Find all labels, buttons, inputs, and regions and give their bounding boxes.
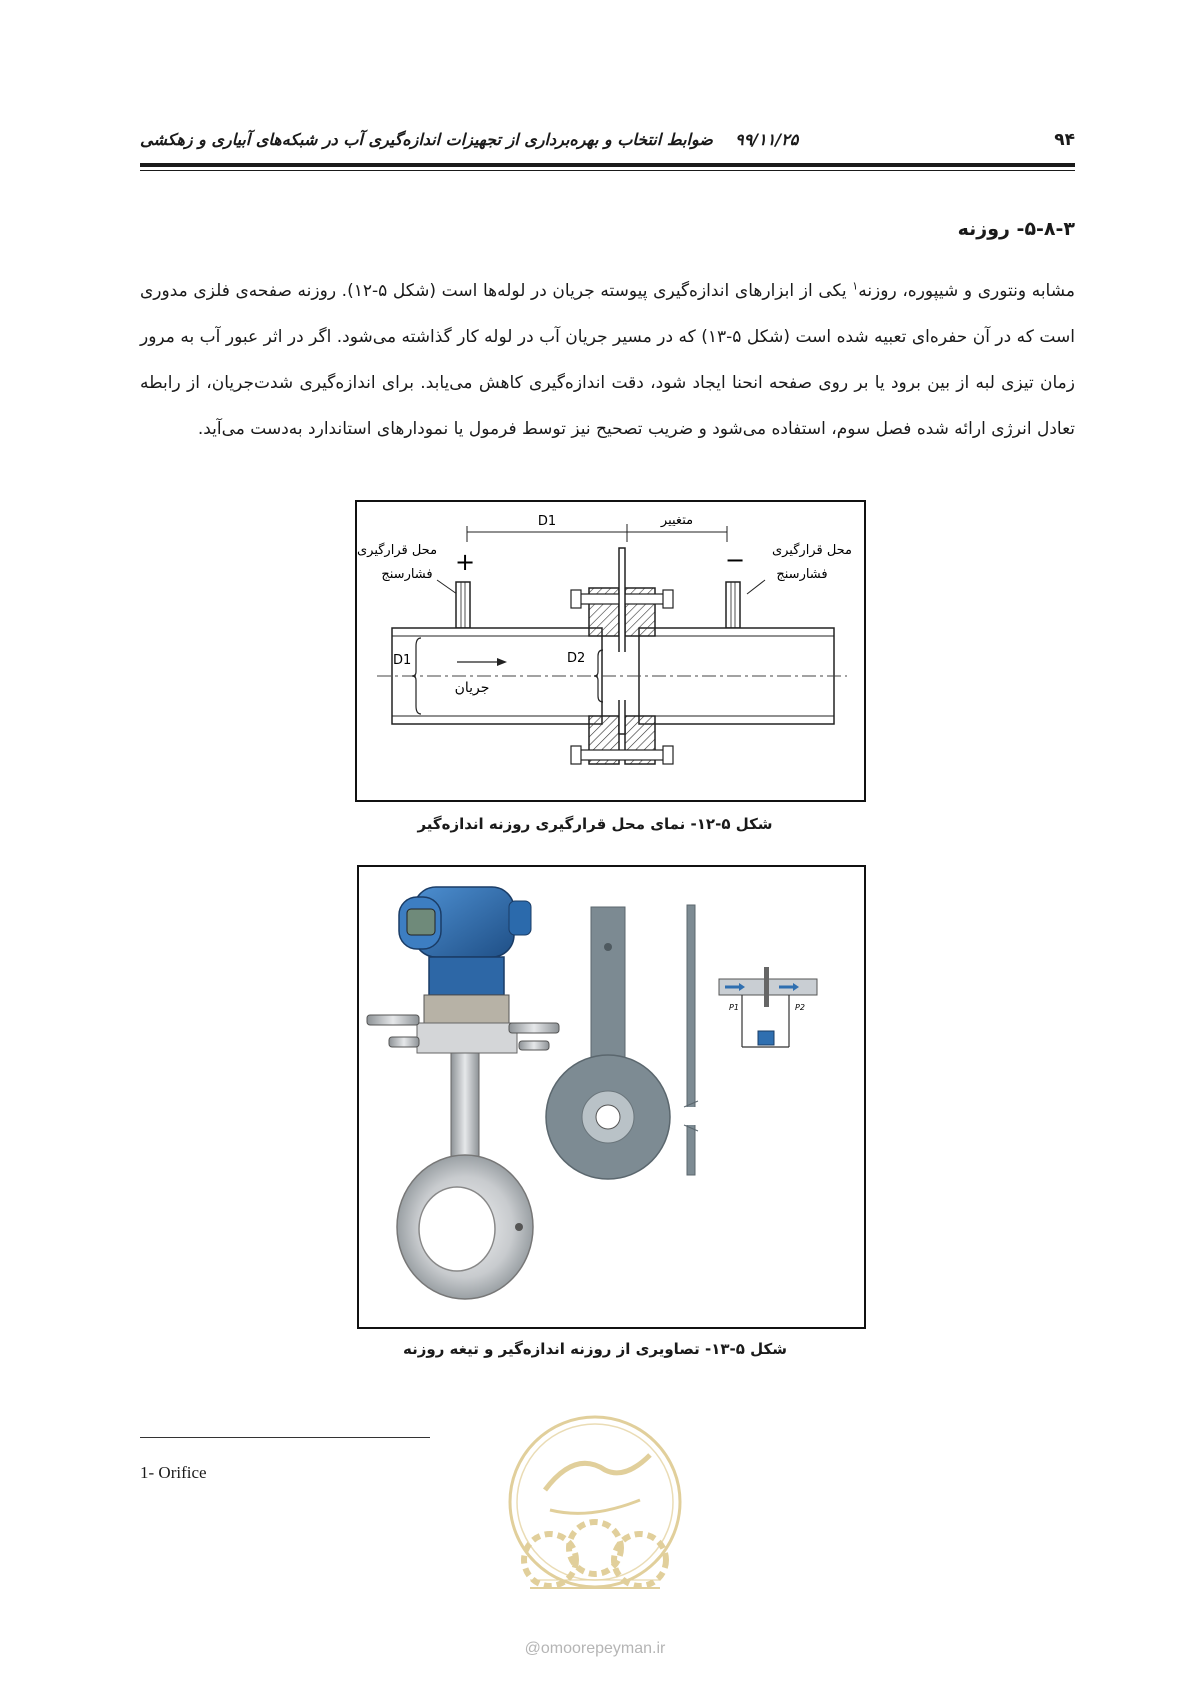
downstream-pressure-tap	[726, 582, 740, 628]
d1-top-label: D1	[537, 514, 557, 529]
orifice-plate	[619, 548, 625, 734]
p2-label: P2	[795, 1003, 805, 1012]
page-header	[140, 128, 1075, 152]
d2-label: D2	[567, 651, 586, 666]
footnote-text: 1- Orifice	[140, 1463, 207, 1482]
d1-left-label: D1	[393, 653, 412, 668]
manifold	[417, 1023, 517, 1053]
installation-schematic	[719, 967, 817, 1047]
variable-label: متغییر	[660, 513, 694, 528]
lower-bolt	[579, 750, 665, 760]
watermark-logo	[490, 1410, 700, 1620]
seal-icon	[490, 1410, 700, 1620]
display-screen	[407, 909, 435, 935]
paragraph-rest: یکی از ابزارهای اندازه‌گیری پیوسته جریان در لوله‌ها است (شکل ۵-۱۲). روزنه صفحه‌ی فلزی مدوری است که در آن حفره‌ای تعبیه شده است (شکل ۵-۱۳) که در مسیر جریان آب در لوله کار گذاشته می‌شود. اگر در اثر عبور آب به مرور زمان تیزی لبه از بین برود یا بر روی صفحه انحنا ایجاد شود، دقت اندازه‌گیری کاهش می‌یابد. برای اندازه‌گیری شدت‌جریان، از رابطه تعادل انرژی ارائه شده فصل سوم، استفاده می‌شود و ضریب تصحیح نیز توسط فرمول یا نمودارهای استاندارد به‌دست می‌آید.	[140, 281, 1076, 439]
right-tap-leader	[747, 580, 765, 594]
running-title	[140, 130, 798, 149]
figure2-caption: شکل ۵-۱۳- تصاویری از روزنه اندازه‌گیر و تیغه روزنه	[403, 1340, 787, 1358]
orifice-diagram	[357, 502, 864, 800]
right-tap-label-line1: محل قرارگیری	[771, 543, 853, 558]
left-tap-leader	[437, 580, 457, 594]
plate-side-view	[684, 905, 698, 1175]
p1-label: P1	[729, 1003, 739, 1012]
section-title: ۵-۸-۳- روزنه	[957, 218, 1075, 240]
footnote-rule	[140, 1437, 430, 1438]
minus-sign: −	[724, 546, 746, 574]
plus-sign: +	[454, 548, 476, 576]
orifice-plate-paddle	[546, 907, 670, 1179]
upstream-pressure-tap	[456, 582, 470, 628]
footnote-reference[interactable]: ۱	[852, 279, 859, 293]
left-tap-label-line2: فشارسنج	[381, 567, 433, 582]
flow-label: جریان	[454, 680, 490, 696]
header-rule	[140, 163, 1075, 167]
right-tap-label-line2: فشارسنج	[776, 567, 828, 582]
header-date: ۹۹/۱۱/۲۵	[735, 130, 799, 149]
figure1-caption: شکل ۵-۱۲- نمای محل قرارگیری روزنه اندازه‌گیر	[417, 815, 773, 833]
header-rule-thin	[140, 170, 1075, 171]
left-tap-label-line1: محل قرارگیری	[357, 543, 438, 558]
orifice-photos	[359, 867, 864, 1327]
body-paragraph	[140, 268, 1075, 452]
orifice-photos-figure	[357, 865, 866, 1329]
header-title: ضوابط انتخاب و بهره‌برداری از تجهیزات اندازه‌گیری آب در شبکه‌های آبیاری و زهکشی	[140, 130, 713, 149]
page-number: ۹۴	[1054, 130, 1075, 150]
paragraph-start: مشابه ونتوری و شیپوره، روزنه	[858, 281, 1076, 301]
pressure-transmitter	[367, 887, 559, 1299]
watermark-url[interactable]: @omoorepeyman.ir	[524, 1640, 666, 1657]
orifice-installation-figure	[355, 500, 866, 802]
